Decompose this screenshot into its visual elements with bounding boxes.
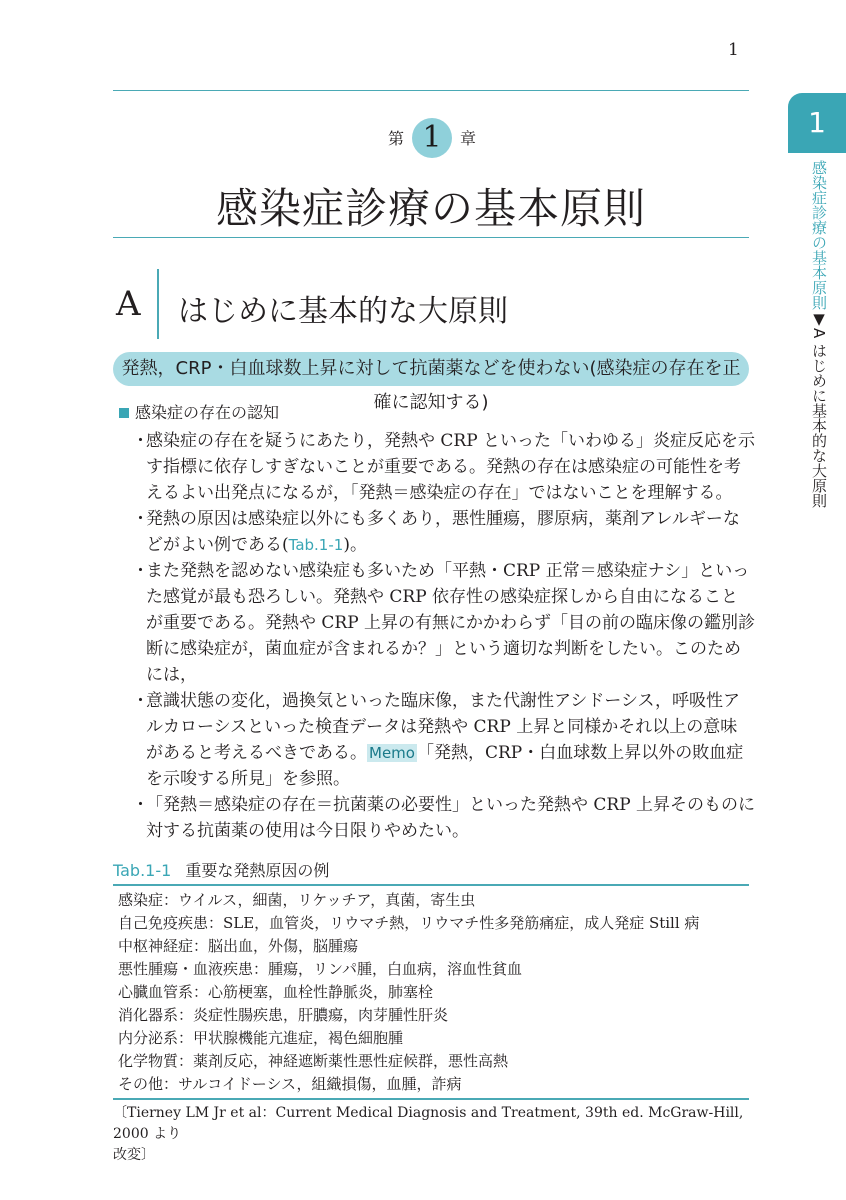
subheading — [119, 400, 279, 423]
bullet-line: えるよい出発点になるが，「発熱＝感染症の存在」ではないことを理解する。 — [146, 483, 733, 503]
memo-reference-link[interactable]: Memo — [369, 744, 415, 762]
bullet-line: 「発熱＝感染症の存在＝抗菌薬の必要性」といった発熱や CRP 上昇そのものに — [146, 795, 756, 815]
bullet-line: 発熱の原因は感染症以外にも多くあり，悪性腫瘍，膠原病，薬剤アレルギーな — [146, 509, 740, 529]
table-row: 化学物質：薬剤反応，神経遮断薬性悪性症候群，悪性高熱 — [118, 1052, 509, 1070]
table-bottom-rule — [113, 1098, 749, 1100]
table-top-rule — [113, 884, 749, 886]
source-line: 改変〕 — [113, 1147, 155, 1163]
title-rule — [113, 237, 749, 238]
source-line: 〔Tierney LM Jr et al：Current Medical Diagnosis and Treatment, 39th ed. McGraw-Hill, 2000 より — [113, 1105, 744, 1142]
bullet-dot: ・ — [132, 561, 149, 581]
table-row: 内分泌系：甲状腺機能亢進症，褐色細胞腫 — [118, 1029, 404, 1047]
table-row: 消化器系：炎症性腸疾患，肝膿瘍，肉芽腫性肝炎 — [118, 1006, 449, 1024]
bullet-list — [132, 428, 756, 844]
bullet-line — [146, 532, 750, 558]
chapter-title: 感染症診療の基本原則 — [215, 184, 646, 233]
bullet-text: どがよい例である( — [146, 535, 289, 555]
table-source — [113, 1103, 753, 1166]
bullet-line: 断に感染症が，菌血症が含まれるか？」という適切な判断をしたい。このため — [146, 639, 741, 659]
chapter-label — [388, 118, 488, 156]
side-section-text: A はじめに基本的な大原則 — [810, 328, 828, 509]
side-arrow-icon: ▼ — [810, 310, 828, 328]
chapter-side-tab — [788, 93, 846, 153]
bullet-line — [146, 740, 750, 766]
table-row: 心臓血管系：心筋梗塞，血栓性静脈炎，肺塞栓 — [118, 983, 434, 1001]
bullet-line: が重要である。発熱や CRP 上昇の有無にかかわらず「目の前の臨床像の鑑別診 — [146, 613, 756, 633]
bullet-item — [132, 558, 756, 688]
chapter-prefix: 第 — [388, 129, 405, 148]
table-caption — [113, 858, 329, 881]
bullet-line: 感染症の存在を疑うにあたり，発熱や CRP といった「いわゆる」炎症反応を示 — [146, 431, 756, 451]
bullet-text: 「発熱，CRP・白血球数上昇以外の敗血症 — [416, 743, 744, 763]
table-row: 感染症：ウイルス，細菌，リケッチア，真菌，寄生虫 — [118, 891, 476, 909]
chapter-number-badge: 1 — [412, 118, 452, 158]
table-id: Tab.1-1 — [113, 861, 172, 880]
bullet-line: た感覚が最も恐ろしい。発熱や CRP 依存性の感染症探しから自由になること — [146, 587, 739, 607]
top-rule — [113, 90, 749, 91]
section-divider — [157, 269, 159, 339]
bullet-item — [132, 428, 756, 506]
key-point-banner: 発熱，CRP・白血球数上昇に対して抗菌薬などを使わない(感染症の存在を正確に認知する) — [113, 352, 749, 386]
bullet-text: )。 — [343, 535, 367, 555]
bullet-dot: ・ — [132, 691, 149, 711]
side-running-header — [804, 160, 832, 508]
page-number: 1 — [728, 40, 739, 60]
section-letter: A — [116, 284, 141, 324]
subheading-text: 感染症の存在の認知 — [135, 403, 280, 422]
side-tab-number: 1 — [808, 106, 826, 139]
section-title: はじめに基本的な大原則 — [178, 294, 508, 329]
bullet-item — [132, 506, 750, 558]
bullet-line: また発熱を認めない感染症も多いため「平熱・CRP 正常＝感染症ナシ」といっ — [146, 561, 750, 581]
table-row: 自己免疫疾患：SLE，血管炎，リウマチ熱，リウマチ性多発筋痛症，成人発症 Still 病 — [118, 914, 700, 932]
bullet-line: す指標に依存しすぎないことが重要である。発熱の存在は感染症の可能性を考 — [146, 457, 741, 477]
bullet-line: 対する抗菌薬の使用は今日限りやめたい。 — [146, 821, 469, 841]
table-body — [118, 889, 748, 1096]
square-bullet-icon — [119, 408, 129, 418]
table-row: その他：サルコイドーシス，組織損傷，血腫，詐病 — [118, 1075, 462, 1093]
table-row: 中枢神経症：脳出血，外傷，脳腫瘍 — [118, 937, 359, 955]
bullet-item — [132, 792, 756, 844]
bullet-dot: ・ — [132, 431, 149, 451]
table-row: 悪性腫瘍・血液疾患：腫瘍，リンパ腫，白血病，溶血性貧血 — [118, 960, 522, 978]
bullet-text: があると考えるべきである。 — [146, 743, 367, 763]
bullet-dot: ・ — [132, 509, 149, 529]
bullet-line: を示唆する所見」を参照。 — [146, 769, 350, 789]
table-title: 重要な発熱原因の例 — [185, 861, 330, 880]
bullet-item — [132, 688, 750, 792]
side-chapter-text: 感染症診療の基本原則 — [810, 160, 828, 310]
bullet-dot: ・ — [132, 795, 149, 815]
bullet-line: 意識状態の変化，過換気といった臨床像，また代謝性アシドーシス，呼吸性ア — [146, 691, 740, 711]
chapter-suffix: 章 — [460, 129, 477, 148]
table-reference-link[interactable]: Tab.1-1 — [288, 536, 344, 554]
bullet-line: ルカローシスといった検査データは発熱や CRP 上昇と同様かそれ以上の意味 — [146, 717, 738, 737]
bullet-line: には， — [146, 665, 197, 685]
